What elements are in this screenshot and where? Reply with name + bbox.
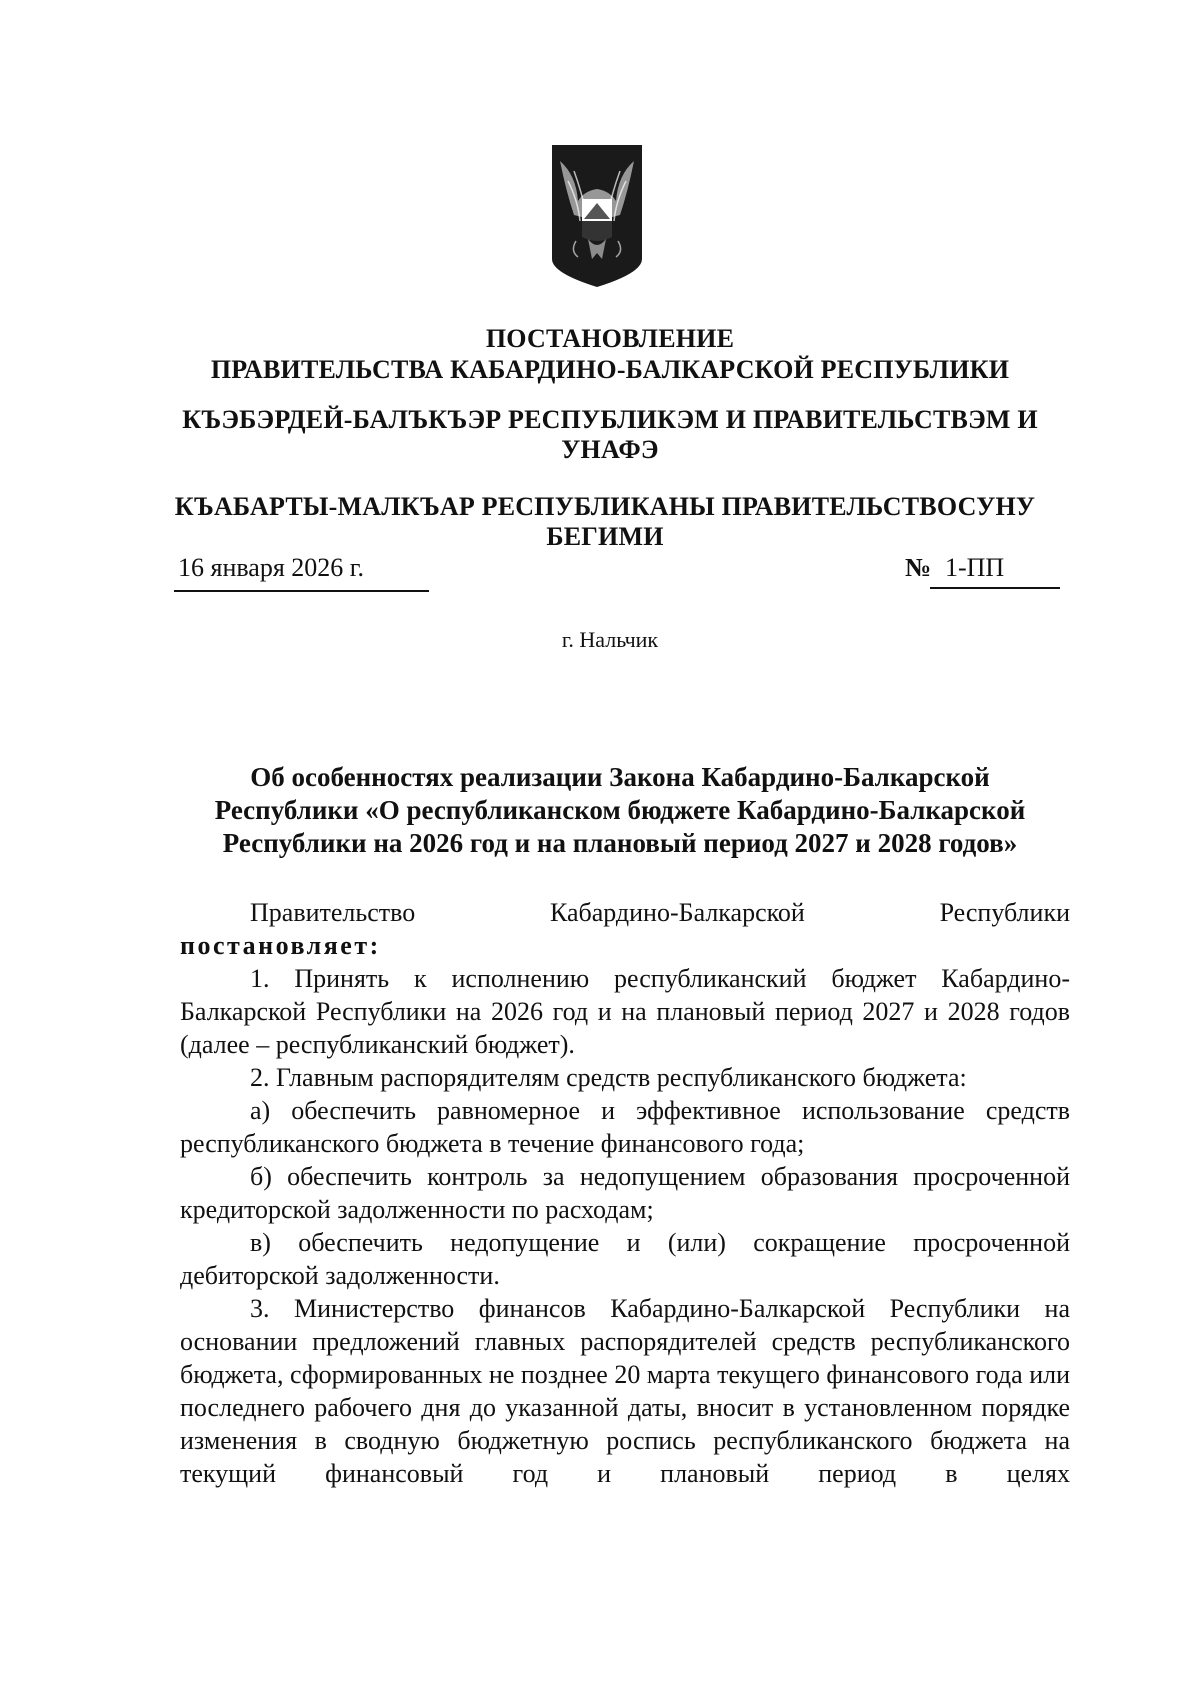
document-type: ПОСТАНОВЛЕНИЕ (485, 324, 735, 353)
document-date: 16 января 2026 г. (178, 553, 365, 582)
document-subject: Об особенностях реализации Закона Кабардино-Балкарской Республики «О республиканском бюджете Кабардино-Балкарской Республики на 2026 год и на плановый период 2027 и 2028 годов» (214, 762, 1026, 858)
paragraph-2a: а) обеспечить равномерное и эффективное использование средств республиканского бюджета в течение финансового года; (180, 1096, 1070, 1158)
paragraph-2c: в) обеспечить недопущение и (или) сокращение просроченной дебиторской задолженности. (180, 1228, 1070, 1290)
paragraph-1: 1. Принять к исполнению республиканский бюджет Кабардино-Балкарской Республики на 2026 год и на плановый период 2027 и 2028 годов (далее – республиканский бюджет). (180, 964, 1070, 1059)
intro-line (250, 896, 1070, 929)
organization-title-kabardian: КЪЭБЭРДЕЙ-БАЛЪКЪЭР РЕСПУБЛИКЭМ И ПРАВИТЕЛЬСТВЭМ И УНАФЭ (182, 405, 1038, 464)
number-underline (930, 587, 1060, 589)
organization-title-balkar: КЪАБАРТЫ-МАЛКЪАР РЕСПУБЛИКАНЫ ПРАВИТЕЛЬСТВОСУНУ БЕГИМИ (174, 492, 1036, 551)
paragraph-2: 2. Главным распорядителям средств республиканского бюджета: (250, 1063, 967, 1092)
resolves-word: постановляет: (180, 931, 381, 960)
paragraph-2b: б) обеспечить контроль за недопущением образования просроченной кредиторской задолженности по расходам; (180, 1162, 1070, 1224)
number-label: № (905, 553, 932, 582)
body-paragraphs (180, 962, 1070, 1490)
intro-word: Республики (939, 898, 1070, 927)
intro-word: Правительство (250, 898, 416, 927)
document-city: г. Нальчик (561, 627, 659, 652)
intro-word: Кабардино-Балкарской (549, 898, 805, 927)
date-underline (174, 590, 429, 592)
coat-of-arms-emblem (548, 141, 646, 289)
document-number: 1-ПП (945, 553, 1005, 582)
paragraph-3: 3. Министерство финансов Кабардино-Балкарской Республики на основании предложений главных распорядителей средств республиканского бюджета, сформированных не позднее 20 марта текущего финансового года или последнего рабочего дня до указанной даты, вносит в установленном порядке изменения в сводную бюджетную роспись республиканского бюджета на текущий финансовый год и плановый период в целях (180, 1294, 1070, 1488)
organization-title: ПРАВИТЕЛЬСТВА КАБАРДИНО-БАЛКАРСКОЙ РЕСПУБЛИКИ (210, 355, 1010, 384)
